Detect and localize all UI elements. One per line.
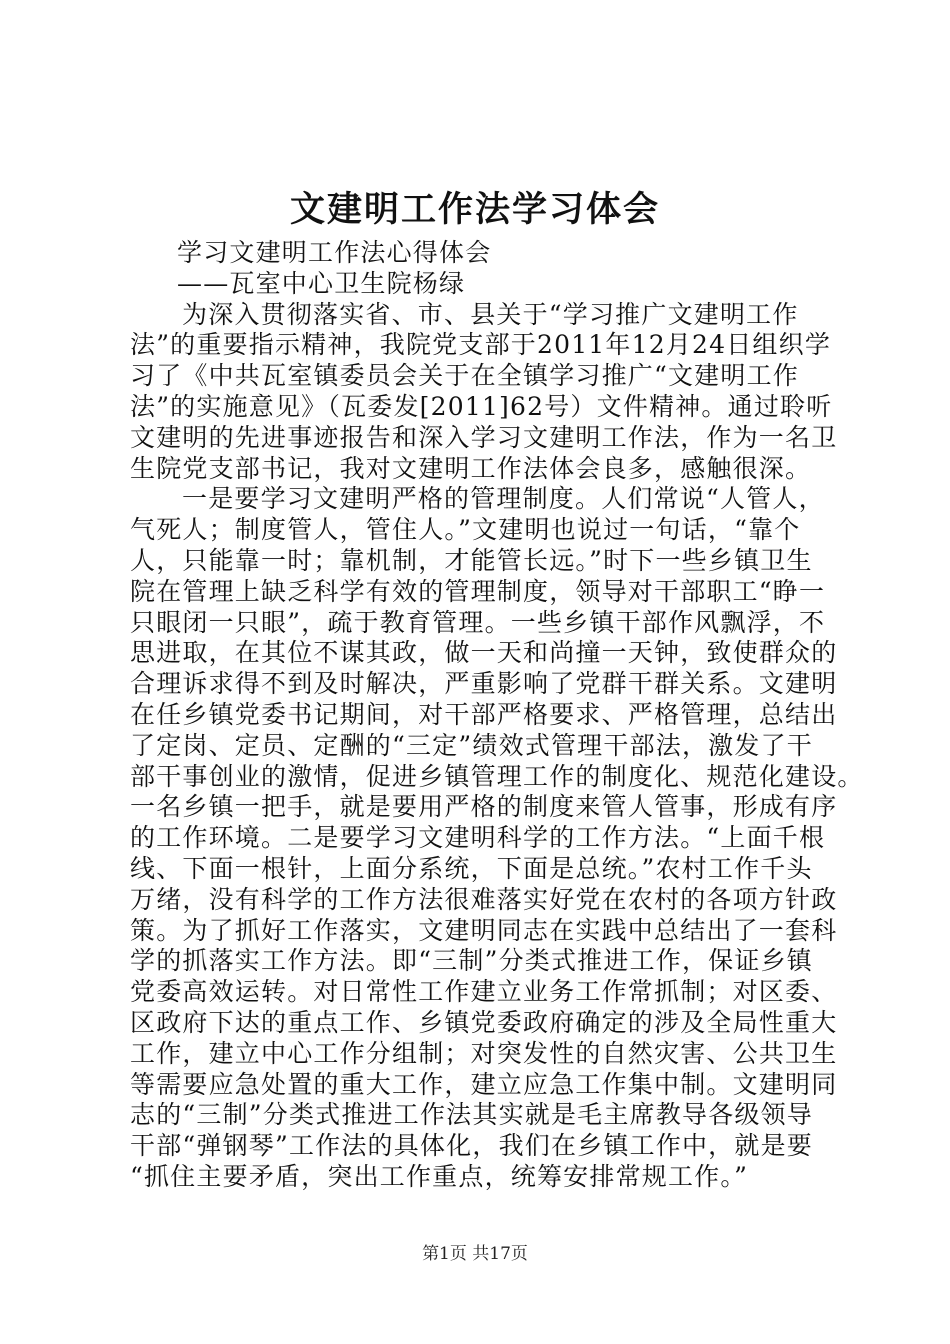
page-footer <box>0 1242 950 1266</box>
body-line: 院在管理上缺乏科学有效的管理制度，领导对干部职工“睁一 <box>130 576 826 606</box>
body-line: 法”的重要指示精神，我院党支部于2011年12月24日组织学 <box>130 330 832 360</box>
body-line: 在任乡镇党委书记期间，对干部严格要求、严格管理，总结出 <box>130 699 838 729</box>
page-number: 第1页 共17页 <box>422 1244 528 1264</box>
body-line: 只眼闭一只眼”，疏于教育管理。一些乡镇干部作风飘浮，不 <box>130 607 826 637</box>
body-line: 一名乡镇一把手，就是要用严格的制度来管人管事，形成有序 <box>130 792 838 822</box>
body-line: 一是要学习文建明严格的管理制度。人们常说“人管人， <box>182 484 825 514</box>
document-title: 文建明工作法学习体会 <box>289 189 660 230</box>
body-line: 法”的实施意见》（瓦委发[2011]62号）文件精神。通过聆听 <box>130 391 833 421</box>
body-line: 志的“三制”分类式推进工作法其实就是毛主席教导各级领导 <box>130 1100 813 1130</box>
body-line: 人，只能靠一时；靠机制，才能管长远。”时下一些乡镇卫生 <box>130 545 813 575</box>
body-line: 区政府下达的重点工作、乡镇党委政府确定的涉及全局性重大 <box>130 1007 838 1037</box>
body-line: 策。为了抓好工作落实，文建明同志在实践中总结出了一套科 <box>130 915 838 945</box>
body-line: 工作，建立中心工作分组制；对突发性的自然灾害、公共卫生 <box>130 1038 838 1068</box>
body-line: 习了《中共瓦室镇委员会关于在全镇学习推广“文建明工作 <box>130 361 799 391</box>
body-line: 学的抓落实工作方法。即“三制”分类式推进工作，保证乡镇 <box>130 946 813 976</box>
body-line: 了定岗、定员、定酬的“三定”绩效式管理干部法，激发了干 <box>130 730 813 760</box>
body-line: 党委高效运转。对日常性工作建立业务工作常抓制；对区委、 <box>130 977 838 1007</box>
body-line: 等需要应急处置的重大工作，建立应急工作集中制。文建明同 <box>130 1069 838 1099</box>
body-line: 线、下面一根针，上面分系统，下面是总统。”农村工作千头 <box>130 853 813 883</box>
body-line: 思进取，在其位不谋其政，做一天和尚撞一天钟，致使群众的 <box>130 638 838 668</box>
body-line: 为深入贯彻落实省、市、县关于“学习推广文建明工作 <box>182 299 799 329</box>
body-line: 的工作环境。二是要学习文建明科学的工作方法。“上面千根 <box>130 823 826 853</box>
body-line: “抓住主要矛盾，突出工作重点，统筹安排常规工作。” <box>130 1161 749 1191</box>
body-line: 部干事创业的激情，促进乡镇管理工作的制度化、规范化建设。 <box>130 761 864 791</box>
body-line: 合理诉求得不到及时解决，严重影响了党群干群关系。文建明 <box>130 669 838 699</box>
body-line: 生院党支部书记，我对文建明工作法体会良多，感触很深。 <box>130 453 812 483</box>
subtitle-line: 学习文建明工作法心得体会 <box>177 238 492 267</box>
author-line: ——瓦室中心卫生院杨绿 <box>177 268 466 298</box>
body-line: 干部“弹钢琴”工作法的具体化，我们在乡镇工作中，就是要 <box>130 1131 813 1161</box>
body-line: 文建明的先进事迹报告和深入学习文建明工作法，作为一名卫 <box>130 422 838 452</box>
body-line: 气死人；制度管人，管住人。”文建明也说过一句话，“靠个 <box>130 515 801 545</box>
document-body <box>130 238 864 1193</box>
body-line: 万绪，没有科学的工作方法很难落实好党在农村的各项方针政 <box>130 884 838 914</box>
